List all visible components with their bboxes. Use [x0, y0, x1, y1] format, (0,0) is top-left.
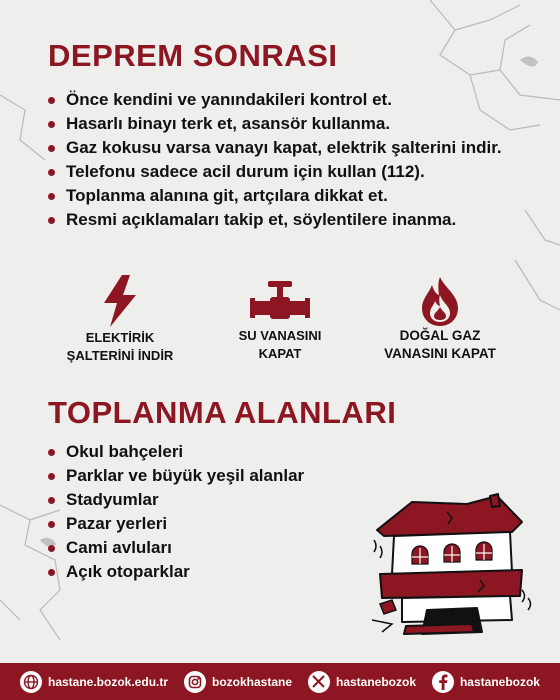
safety-actions [40, 275, 520, 375]
footer-bar [0, 663, 560, 700]
x-text: hastanebozok [335, 674, 416, 689]
electric-breaker-action [40, 275, 200, 365]
after-earthquake-title: DEPREM SONRASI [48, 38, 338, 73]
list-item: Açık otoparklar [46, 561, 346, 583]
globe-icon [20, 671, 42, 693]
list-item: Gaz kokusu varsa vanayı kapat, elektrik şalterini indir. [46, 137, 516, 159]
list-item: Toplanma alanına git, artçılara dikkat et. [46, 185, 516, 207]
list-item: Stadyumlar [46, 489, 346, 511]
flame-icon [360, 275, 520, 327]
action-label: ELEKTİRİK ŞALTERİNİ İNDİR [66, 330, 174, 363]
assembly-areas-title: TOPLANMA ALANLARI [48, 395, 397, 430]
gas-valve-action [360, 275, 520, 363]
instagram-text: bozokhastane [212, 674, 293, 689]
footer-x[interactable] [308, 671, 416, 693]
facebook-icon [432, 671, 454, 693]
list-item: Telefonu sadece acil durum için kullan (112). [46, 161, 516, 183]
footer-instagram[interactable] [184, 671, 292, 693]
list-item: Parklar ve büyük yeşil alanlar [46, 465, 346, 487]
instagram-icon [184, 671, 206, 693]
footer-website[interactable] [20, 671, 168, 693]
assembly-areas-list [46, 441, 346, 585]
list-item: Resmi açıklamaları takip et, söylentilere inanma. [46, 209, 516, 231]
x-logo-icon [308, 671, 330, 693]
footer-facebook[interactable] [432, 671, 540, 693]
water-valve-action [200, 275, 360, 363]
list-item: Cami avluları [46, 537, 346, 559]
list-item: Önce kendini ve yanındakileri kontrol et. [46, 89, 516, 111]
facebook-text: hastanebozok [459, 674, 540, 689]
action-label: DOĞAL GAZ VANASINI KAPAT [384, 328, 496, 361]
action-label: SU VANASINI KAPAT [238, 328, 322, 361]
list-item: Pazar yerleri [46, 513, 346, 535]
list-item: Hasarlı binayı terk et, asansör kullanma. [46, 113, 516, 135]
damaged-house-illustration [372, 492, 532, 642]
valve-icon [200, 275, 360, 327]
lightning-icon [40, 275, 200, 327]
after-earthquake-list [46, 89, 516, 233]
list-item: Okul bahçeleri [46, 441, 346, 463]
website-text: hastane.bozok.edu.tr [48, 674, 169, 689]
